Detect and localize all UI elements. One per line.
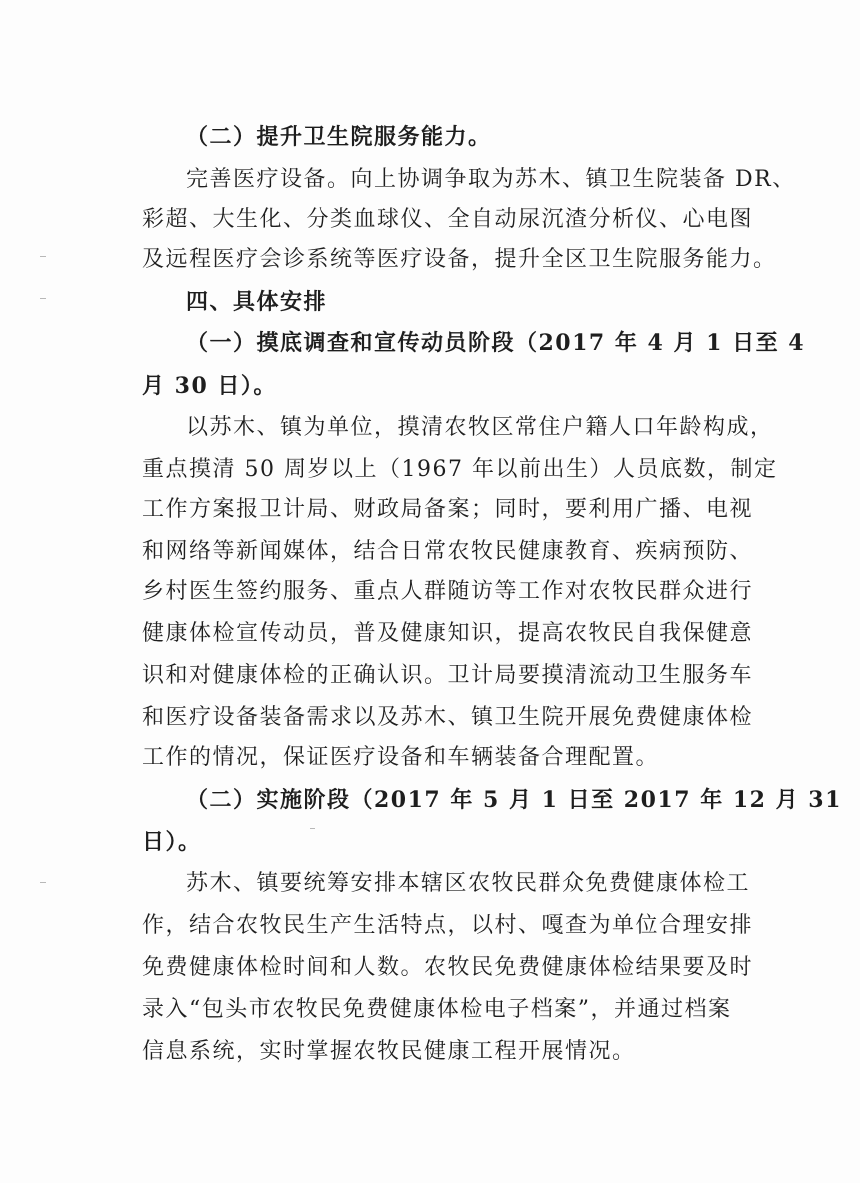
text-line-p1-l1: 完善医疗设备。向上协调争取为苏木、镇卫生院装备 DR、 (186, 167, 796, 192)
text-line-p1-l3: 及远程医疗会诊系统等医疗设备，提升全区卫生院服务能力。 (142, 247, 777, 272)
text-line-p2-l2: 重点摸清 50 周岁以上（1967 年以前出生）人员底数，制定 (142, 457, 778, 482)
text-line-p2-l3: 工作方案报卫计局、财政局备案；同时，要利用广播、电视 (142, 497, 754, 522)
text-line-sec2-title: （二）提升卫生院服务能力。 (186, 124, 492, 150)
text-line-p3-l5: 信息系统，实时掌握农牧民健康工程开展情况。 (142, 1039, 636, 1064)
text-line-p3-l4: 录入“包头市农牧民免费健康体检电子档案”，并通过档案 (142, 997, 732, 1022)
text-line-p3-l2: 作，结合农牧民生产生活特点，以村、嘎查为单位合理安排 (142, 913, 754, 938)
text-line-phase2-l1: （二）实施阶段（2017 年 5 月 1 日至 2017 年 12 月 31 (186, 787, 842, 813)
scan-mark (310, 828, 315, 829)
text-line-p2-l7: 识和对健康体检的正确认识。卫计局要摸清流动卫生服务车 (142, 663, 754, 688)
text-line-p1-l2: 彩超、大生化、分类血球仪、全自动尿沉渣分析仪、心电图 (142, 207, 754, 232)
text-line-phase1-l2: 月 30 日）。 (142, 373, 277, 399)
text-line-p3-l3: 免费健康体检时间和人数。农牧民免费健康体检结果要及时 (142, 955, 754, 980)
text-line-p2-l8: 和医疗设备装备需求以及苏木、镇卫生院开展免费健康体检 (142, 705, 754, 730)
text-line-sec4-title: 四、具体安排 (186, 289, 328, 315)
text-line-p2-l4: 和网络等新闻媒体，结合日常农牧民健康教育、疾病预防、 (142, 539, 754, 564)
text-line-phase2-l2: 日）。 (142, 829, 202, 855)
text-line-p2-l5: 乡村医生签约服务、重点人群随访等工作对农牧民群众进行 (142, 579, 754, 604)
scan-mark (40, 256, 46, 257)
text-line-phase1-l1: （一）摸底调查和宣传动员阶段（2017 年 4 月 1 日至 4 (186, 330, 806, 356)
text-line-p2-l6: 健康体检宣传动员，普及健康知识，提高农牧民自我保健意 (142, 621, 754, 646)
scan-mark (40, 882, 46, 883)
text-line-p3-l1: 苏木、镇要统筹安排本辖区农牧民群众免费健康体检工 (186, 871, 751, 896)
text-line-p2-l1: 以苏木、镇为单位，摸清农牧区常住户籍人口年龄构成， (186, 415, 774, 440)
scan-mark (40, 298, 46, 299)
text-line-p2-l9: 工作的情况，保证医疗设备和车辆装备合理配置。 (142, 745, 660, 770)
